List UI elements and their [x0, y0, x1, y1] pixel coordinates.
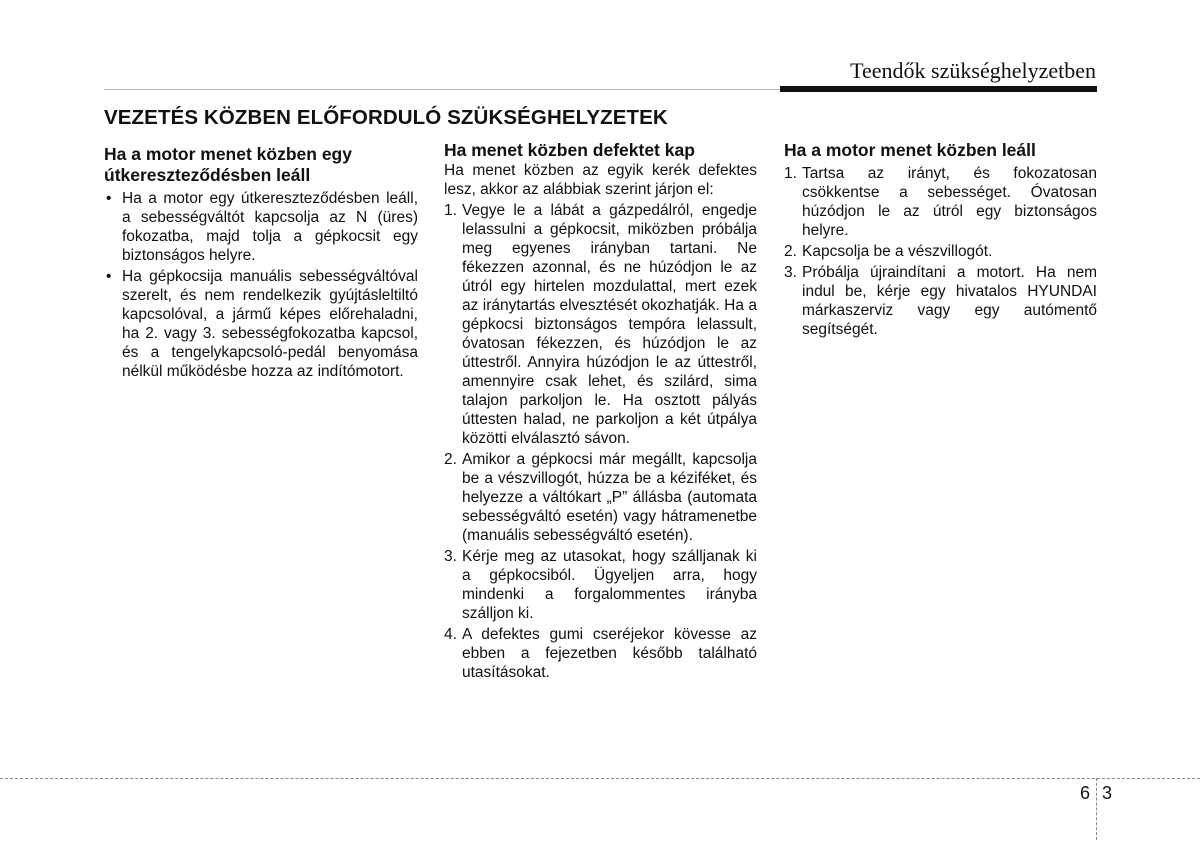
list-number: 1.: [444, 202, 457, 219]
list-item-text: A defektes gumi cseréjekor kövesse az ebben a fejezetben később található utasításokat.: [462, 626, 757, 681]
list-item-text: Vegye le a lábát a gázpedálról, engedje lelassulni a gépkocsit, miközben próbálja meg egyenes irányban tartani. Ne fékezzen azonnal, és ne húzódjon le az útról egy hirtelen mozdulattal, mert ezek az iránytartás elvesztését okozhatják. Ha a gépkocsi biztonságos tempóra lelassult, óvatosan fékezzen, és húzódjon le az úttestről. Annyira húzódjon le az úttestről, amennyire csak lehet, és szilárd, sima talajon parkoljon le. Ha osztott pályás úttesten halad, ne parkoljon a két útpálya közötti elválasztó sávon.: [462, 202, 757, 447]
page-number: 3: [1102, 783, 1113, 803]
list-item: [444, 625, 757, 682]
header-thin-rule: [104, 89, 780, 90]
header-title: Teendők szükséghelyzetben: [850, 58, 1096, 83]
list-number: 2.: [444, 451, 457, 468]
list-item: [444, 547, 757, 623]
list-number: 1.: [784, 165, 797, 182]
column-1: [104, 140, 418, 383]
list-number: 3.: [784, 264, 797, 281]
list-item-text: Tartsa az irányt, és fokozatosan csökkentse a sebességet. Óvatosan húzódjon le az útról egy biztonságos helyre.: [802, 165, 1097, 239]
list-item: [784, 263, 1097, 339]
col2-heading: Ha menet közben defektet kap: [444, 140, 695, 160]
list-item-text: Próbálja újraindítani a motort. Ha nem indul be, kérje egy hivatalos HYUNDAI márkaszerviz vagy egy autómentő segítségét.: [802, 264, 1097, 338]
list-item-text: Ha gépkocsija manuális sebességváltóval szerelt, és nem rendelkezik gyújtásleltiltó kapcsolóval, a jármű képes előrehaladni, ha 2. vagy 3. sebességfokozatba kapcsol, és a tengelykapcsoló-pedál benyomása nélkül működésbe hozza az indítómotort.: [122, 268, 418, 380]
col1-bullet-list: [104, 189, 418, 381]
list-item: [784, 242, 1097, 261]
list-number: 4.: [444, 626, 457, 643]
list-item: [784, 164, 1097, 240]
col2-intro: Ha menet közben az egyik kerék defektes lesz, akkor az alábbiak szerint járjon el:: [444, 162, 757, 198]
list-item: [444, 201, 757, 448]
footer-dashed-rule: [0, 778, 1200, 779]
list-number: 2.: [784, 243, 797, 260]
bullet-icon: •: [106, 190, 112, 207]
list-item: [104, 189, 418, 265]
list-item-text: Kapcsolja be a vészvillogót.: [802, 243, 993, 260]
list-item-text: Kérje meg az utasokat, hogy szálljanak ki a gépkocsiból. Ügyeljen arra, hogy mindenki a forgalommentes irányba szálljon ki.: [462, 548, 757, 622]
list-item-text: Ha a motor egy útkereszteződésben leáll, a sebességváltót kapcsolja az N (üres) fokozatba, majd tolja a gépkocsit egy biztonságos helyre.: [122, 190, 418, 264]
col3-numbered-list: [784, 164, 1097, 339]
chapter-number: 6: [1080, 783, 1091, 803]
column-2: [444, 140, 757, 684]
section-title: VEZETÉS KÖZBEN ELŐFORDULÓ SZÜKSÉGHELYZETEK: [104, 106, 668, 129]
header-rule: [780, 86, 1097, 92]
col1-heading: Ha a motor menet közben egy útkereszteződésben leáll: [104, 144, 352, 185]
bullet-icon: •: [106, 268, 112, 285]
col2-numbered-list: [444, 201, 757, 682]
footer-dashed-divider: [1096, 778, 1097, 840]
col3-heading: Ha a motor menet közben leáll: [784, 140, 1036, 160]
list-item-text: Amikor a gépkocsi már megállt, kapcsolja be a vészvillogót, húzza be a kéziféket, és helyezze a váltókart „P” állásba (automata sebességváltó esetén) vagy hátramenetbe (manuális sebességváltó esetén).: [462, 451, 757, 544]
list-item: [444, 450, 757, 545]
list-number: 3.: [444, 548, 457, 565]
column-3: [784, 140, 1097, 341]
list-item: [104, 267, 418, 381]
